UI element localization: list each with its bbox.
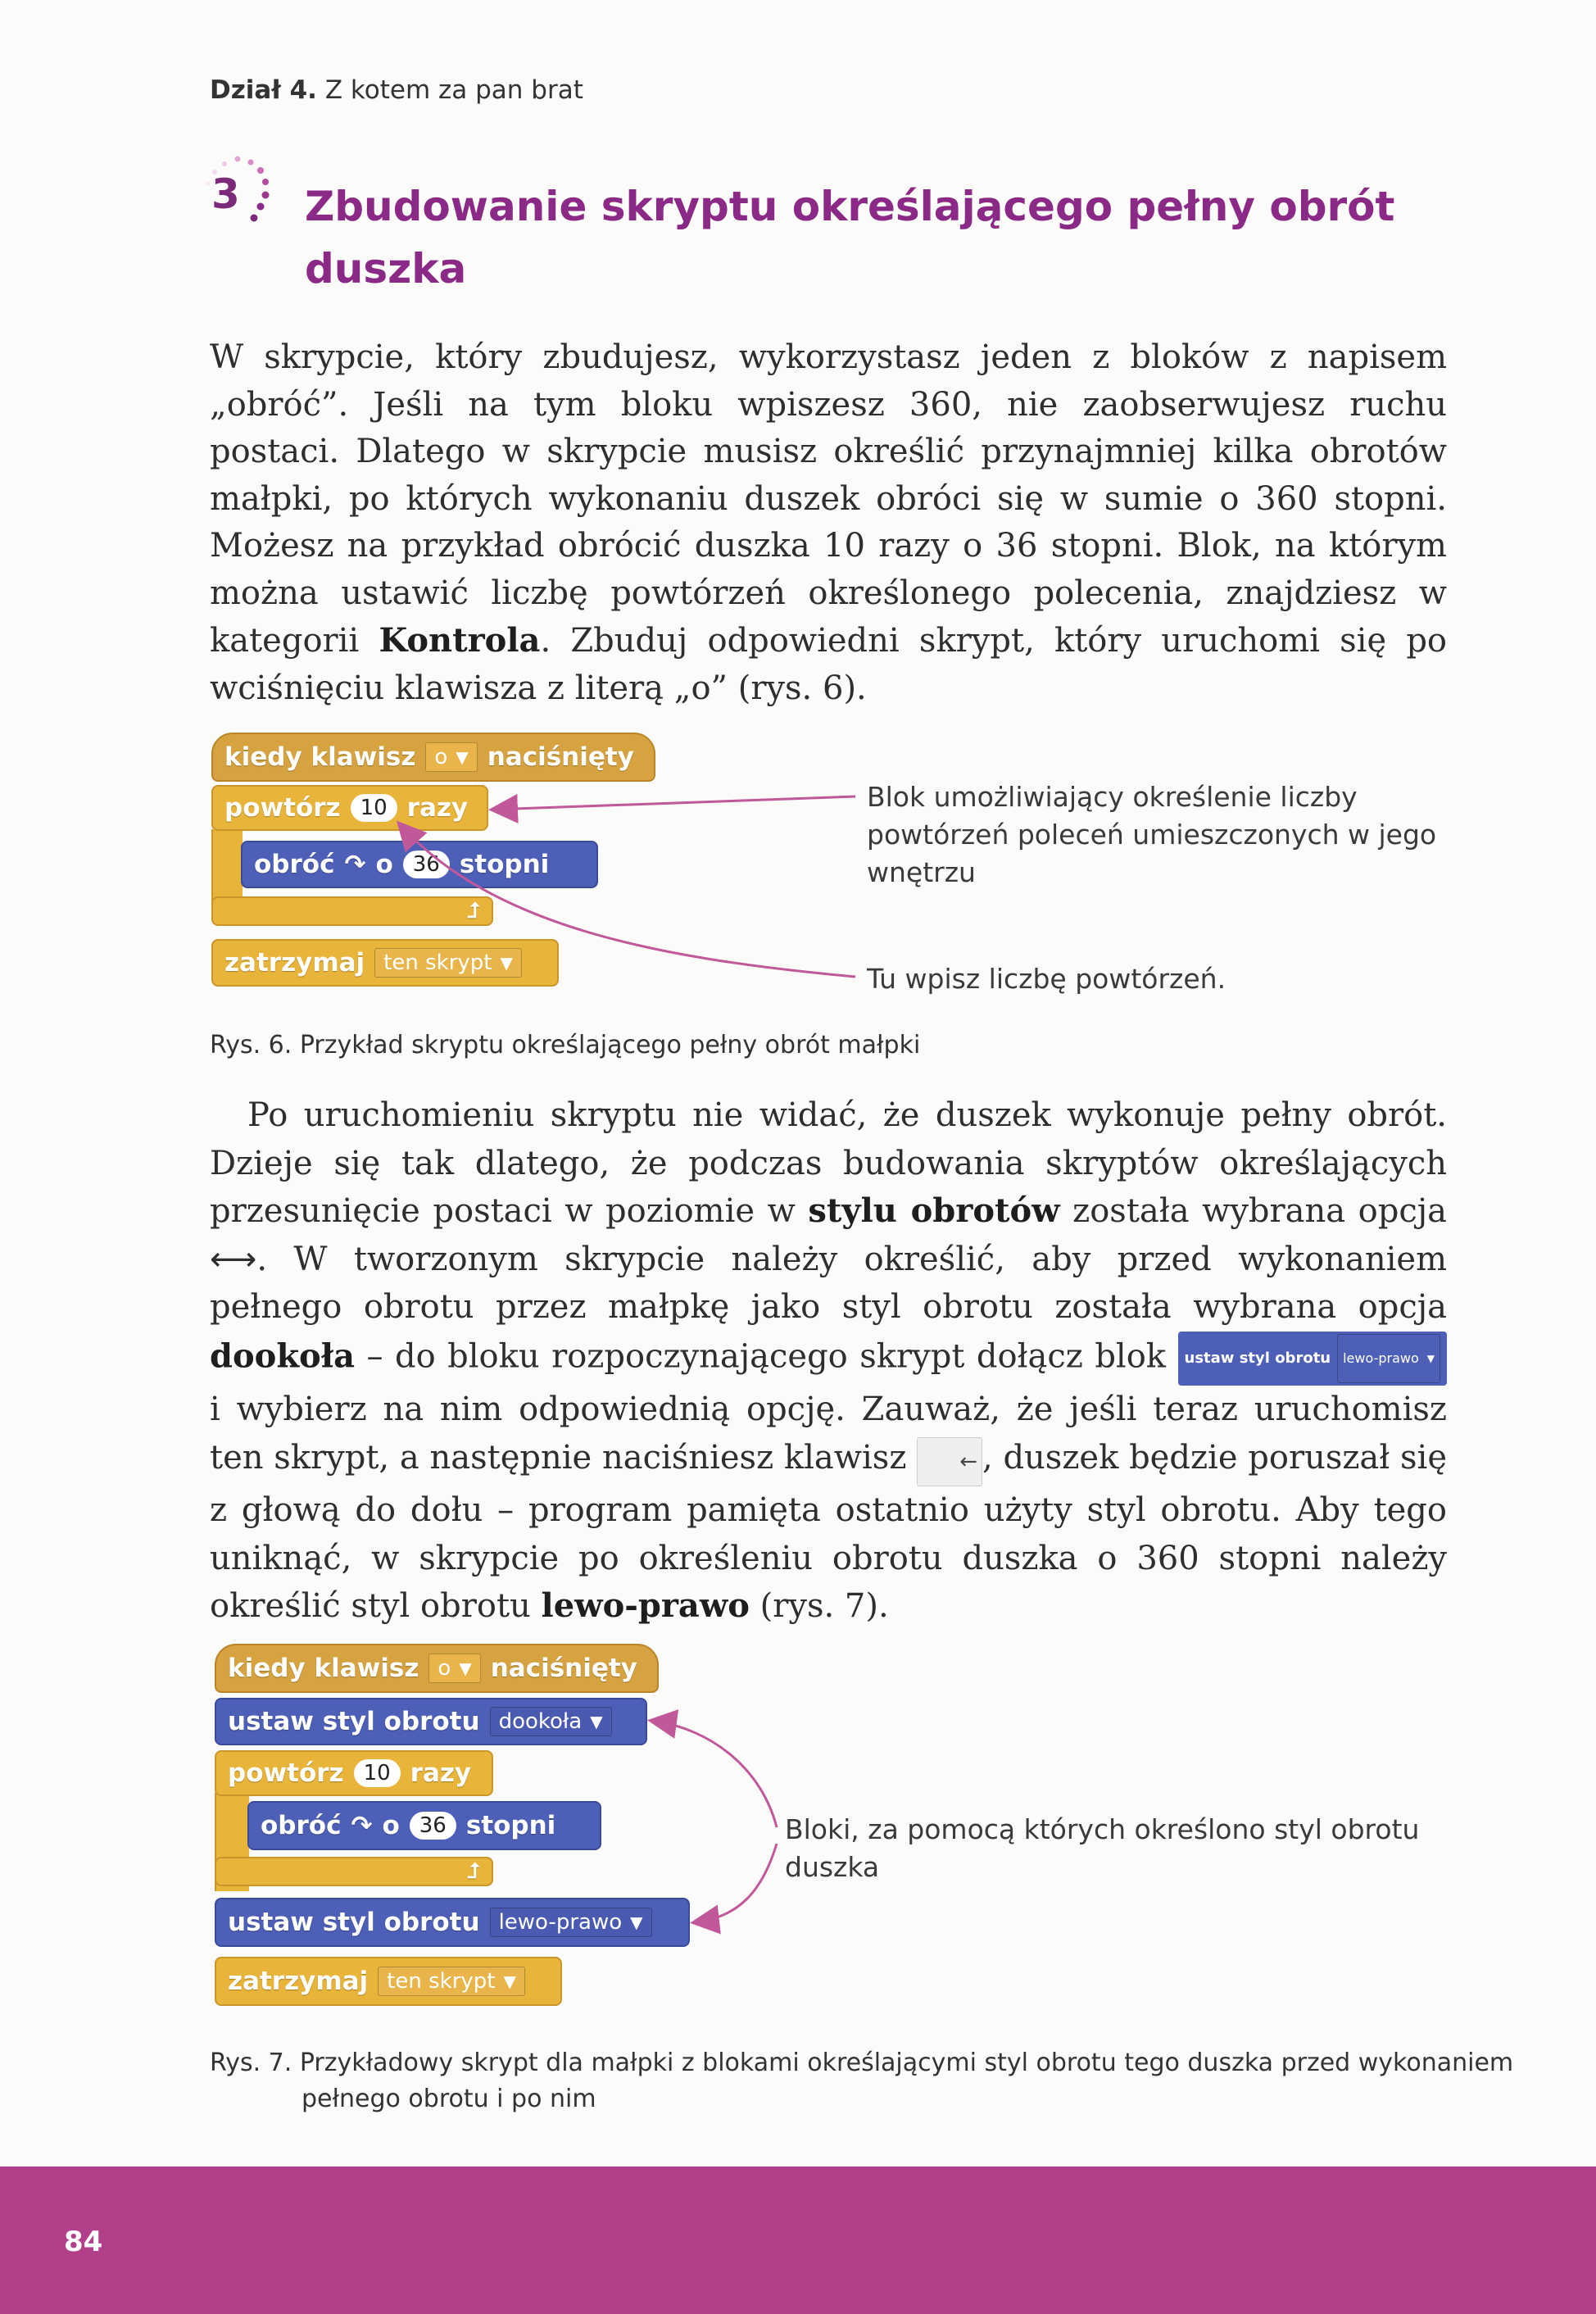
paragraph-text: W skrypcie, który zbudujesz, wykorzystasz jeden z bloków z napisem „obróć”. Jeśli na tym bloku wpiszesz 360, nie zaobserwujesz ruchu postaci. Dlatego w skrypcie musisz określić przynajmniej kilka obrotów małpki, po których wykonaniu duszek obróci się w sumie o 360 stopni. Możesz na przykład obrócić duszka 10 razy o 36 stopni. Blok, na którym można ustawić liczbę powtórzeń określonego polecenia, znajdziesz w kategorii	[210, 338, 1447, 660]
block-label: naciśnięty	[490, 1654, 637, 1683]
arrow-to-style-block-1	[652, 1721, 777, 1827]
bold-term: lewo-prawo	[541, 1586, 750, 1625]
rotate-right-icon: ↷	[351, 1811, 373, 1840]
annotation-repeat: Blok umożliwiający określenie liczby powtórzeń poleceń umieszczonych w jego wnętrzu	[867, 781, 1437, 888]
annotation-count: Tu wpisz liczbę powtórzeń.	[867, 963, 1226, 995]
paragraph-text: i wybierz na nim odpowiednią opcję. Zauważ, że jeśli teraz uruchomisz ten skrypt, a następnie naciśniesz klawisz	[210, 1391, 1447, 1477]
repeat-count: 10	[354, 1759, 401, 1787]
loop-arrow-icon: ⮥	[467, 1858, 480, 1884]
paragraph-text: , duszek będzie poruszał się z głową do dołu – program pamięta ostatnio użyty styl obrotu. Aby tego uniknąć, w skrypcie po określeniu obrotu duszka o 360 stopni należy określić styl obrotu	[210, 1438, 1447, 1625]
block-label: ustaw styl obrotu	[1184, 1349, 1331, 1367]
paragraph-text: została wybrana opcja	[1059, 1192, 1447, 1230]
dropdown-value: o	[438, 1656, 451, 1681]
degrees-value: 36	[403, 851, 450, 878]
section-number: 3	[211, 170, 240, 218]
chapter-title: Z kotem za pan brat	[324, 75, 583, 105]
degrees-value: 36	[410, 1812, 456, 1840]
block-label: razy	[406, 793, 469, 823]
bold-term: Kontrola	[379, 621, 541, 660]
dropdown-value: lewo-prawo	[1343, 1350, 1419, 1366]
dropdown-value: ten skrypt	[383, 951, 492, 975]
dropdown-value: lewo-prawo	[498, 1910, 623, 1935]
block-label: zatrzymaj	[228, 1967, 369, 1996]
dropdown-arrow-icon: ▼	[590, 1712, 603, 1731]
dropdown-arrow-icon: ▼	[459, 1658, 472, 1678]
figure-6-caption: Rys. 6. Przykład skryptu określającego pełny obrót małpki	[210, 1031, 921, 1059]
annotation-style: Bloki, za pomocą których określono styl obrotu duszka	[785, 1813, 1420, 1883]
block-label: obróć	[254, 850, 335, 879]
block-label: kiedy klawisz	[228, 1654, 419, 1683]
dropdown-arrow-icon: ▼	[630, 1912, 643, 1932]
block-label: obróć	[261, 1811, 342, 1840]
block-label: o	[382, 1811, 400, 1840]
block-label: stopni	[459, 850, 550, 879]
paragraph-text: – do bloku rozpoczynającego skrypt dołącz blok	[355, 1336, 1178, 1375]
dropdown-arrow-icon: ▼	[500, 953, 513, 973]
dropdown-value: dookoła	[498, 1709, 583, 1734]
arrow-to-style-block-2	[695, 1844, 777, 1922]
block-label: razy	[410, 1758, 472, 1788]
loop-arrow-icon: ⮥	[467, 898, 480, 923]
rotate-right-icon: ↷	[344, 850, 366, 879]
repeat-count: 10	[351, 794, 397, 822]
bold-term: stylu obrotów	[808, 1191, 1060, 1230]
block-label: naciśnięty	[487, 742, 634, 772]
left-right-arrow-icon: ⟷	[210, 1240, 257, 1278]
block-label: ustaw styl obrotu	[228, 1707, 480, 1736]
footer-bar	[0, 2167, 1596, 2314]
paragraph-text: . W tworzonym skrypcie należy określić, aby przed wykonaniem pełnego obrotu przez małpkę jako styl obrotu została wybrana opcja	[210, 1240, 1447, 1326]
block-label: stopni	[465, 1811, 556, 1840]
chapter-number: Dział 4.	[210, 75, 317, 105]
block-label: kiedy klawisz	[224, 742, 416, 772]
paragraph-text: (rys. 7).	[749, 1587, 889, 1625]
dropdown-arrow-icon: ▼	[456, 747, 469, 767]
dropdown-value: o	[434, 745, 448, 769]
dropdown-arrow-icon: ▼	[1426, 1352, 1435, 1364]
dropdown-arrow-icon: ▼	[503, 1971, 516, 1991]
block-label: zatrzymaj	[224, 948, 365, 978]
figure-7-caption: Rys. 7. Przykładowy skrypt dla małpki z blokami określającymi styl obrotu tego duszka przed wykonaniem pełnego obrotu i po nim	[210, 2049, 1514, 2113]
dropdown-value: ten skrypt	[387, 1969, 496, 1994]
block-label: powtórz	[224, 793, 341, 823]
paragraph-text: Po uruchomieniu skryptu nie widać, że duszek wykonuje pełny obrót. Dzieje się tak dlatego, że podczas budowania skryptów określających przesunięcie postaci w poziomie w	[210, 1096, 1447, 1230]
block-label: ustaw styl obrotu	[228, 1908, 480, 1937]
block-label: o	[375, 850, 393, 879]
section-title: Zbudowanie skryptu określającego pełny obrót duszka	[305, 183, 1395, 293]
bold-term: dookoła	[210, 1336, 356, 1375]
arrow-to-repeat-block	[493, 796, 855, 810]
block-label: powtórz	[228, 1758, 344, 1788]
page-number: 84	[64, 2226, 103, 2258]
paragraph-text: . Zbuduj odpowiedni skrypt, który uruchomi się po wciśnięciu klawisza z literą „o” (rys. 6).	[210, 622, 1447, 707]
left-arrow-key-icon: ←	[917, 1437, 982, 1487]
arrow-to-repeat-count	[400, 824, 855, 977]
